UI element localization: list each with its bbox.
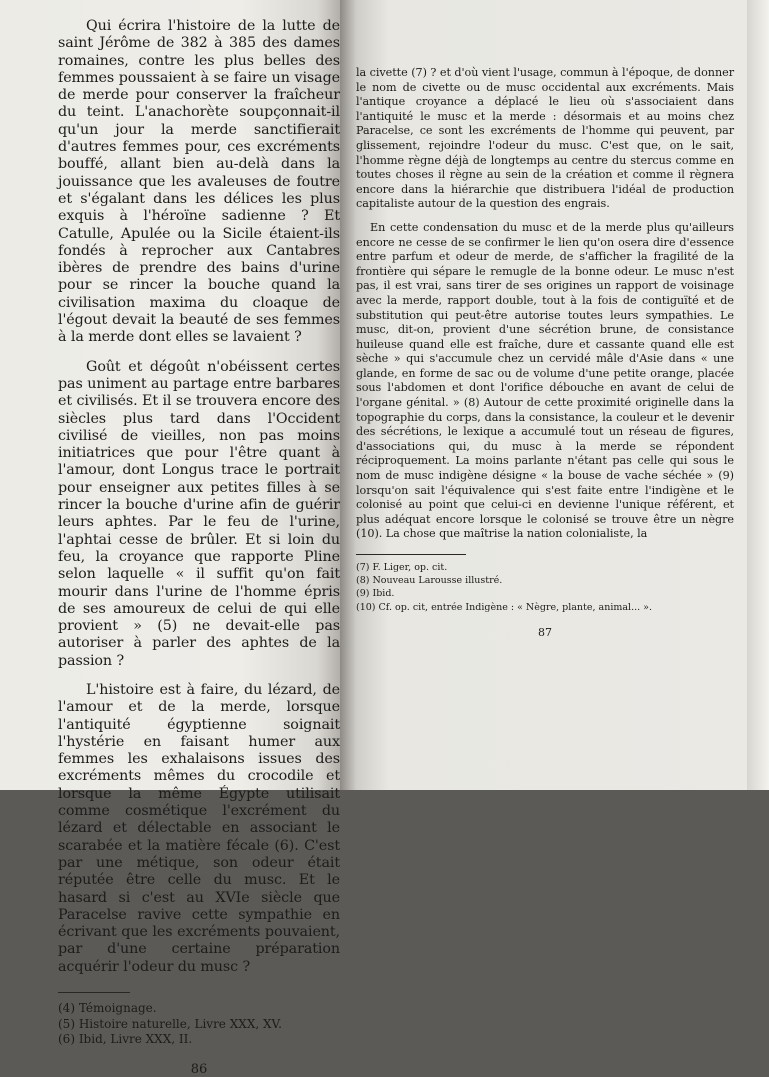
page-edge xyxy=(747,0,769,790)
footnote-6: (6) Ibid, Livre XXX, II. xyxy=(58,1032,193,1047)
left-page-number: 86 xyxy=(190,1061,208,1077)
footnote-5: (5) Histoire naturelle, Livre XXX, XV. xyxy=(58,1016,282,1031)
left-paragraph-1: Qui écrira l'histoire de la lutte de saint Jérôme de 382 à 385 des dames romaines, contre les plus belles des femmes poussaient à se faire un visage de merde pour conserver la fraîcheur du teint. L'anachorète soupçonnait-il qu'un jour la merde sanctifierait d'autres femmes pour, ces excréments bouffé, allant bien au-delà dans la jouissance que les avaleuses de foutre et s'égalant dans les délices les plus exquis à l'héroïne sadienne ? Et Catulle, Apulée ou la Sicile étaient-ils fondés à reprocher aux Cantabres ibères de prendre des bains d'urine pour se rincer la bouche quand la civilisation maxima du cloaque de l'égout devait la beauté de ses femmes à la merde dont elles se lavaient ? xyxy=(58,18,340,346)
right-paragraph-1: la civette (7) ? et d'où vient l'usage, commun à l'époque, de donner le nom de civette ou de musc occidental aux excréments. Mais l'antique croyance a déplacé le lieu où s'associaient dans l'antiquité le musc et la merde : désormais et au moins chez Paracelse, ce sont les excréments de l'homme qui peuvent, par glissement, rejoindre l'odeur du musc. C'est que, on le sait, l'homme règne déjà de longtemps au centre du stercus comme en toutes choses il règne au sein de la création et comme il règnera encore dans la hiérarchie que distribuera l'idéal de production capitaliste autour de la question des engrais. xyxy=(356,66,734,211)
right-body-text xyxy=(356,66,734,542)
right-footnotes xyxy=(356,561,749,614)
left-body-text xyxy=(58,18,340,976)
left-page xyxy=(0,0,345,1077)
footnote-7: (7) F. Liger, op. cit. xyxy=(356,562,448,573)
left-paragraph-3: L'histoire est à faire, du lézard, de l'amour et de la merde, lorsque l'antiquité égyptienne soignait l'hystérie en faisant humer aux femmes les exhalaisons issues des excréments mêmes du crocodile et lorsque la même Égypte utilisait comme cosmétique l'excrément du lézard et délectable en associant le scarabée et la matière fécale (6). C'est par une métique, son odeur était réputée être celle du musc. Et le hasard si c'est au XVIe siècle que Paracelse ravive cette sympathie en écrivant que les excréments pouvaient, par d'une certaine préparation acquérir l'odeur du musc ? xyxy=(58,681,340,975)
footnote-10: (10) Cf. op. cit, entrée Indigène : « Nègre, plante, animal... ». xyxy=(356,601,652,613)
footnote-9: (9) Ibid. xyxy=(356,588,395,600)
right-paragraph-2: En cette condensation du musc et de la merde plus qu'ailleurs encore ne cesse de se confirmer le lien qu'on osera dire d'essence entre parfum et odeur de merde, de s'afficher la fragilité de la frontière qui sépare le remugle de la bonne odeur. Le musc n'est pas, il est vrai, sans tirer de ses origines un rapport de voisinage avec la merde, rapport double, tout à la fois de contiguïté et de substitution qui peut-être autorise toutes leurs sympathies. Le musc, dit-on, provient d'une sécrétion brune, de consistance huileuse quand elle est fraîche, dure et cassante quand elle est sèche » qui s'accumule chez un cervidé mâle d'Asie dans « une glande, en forme de sac ou de volume d'une petite orange, placée sous l'abdomen et dont l'orifice débouche en avant de celui de l'organe génital. » (8) Autour de cette proximité originelle dans la topographie du corps, dans la consistance, la couleur et le devenir des sécrétions, le lexique a accumulé tout un réseau de figures, d'associations qui, du musc à la merde se répondent réciproquement. La moins parlante n'étant pas celle qui sous le nom de musc indigène désigne « la bouse de vache séchée » (9) lorsqu'on sait l'équivalence qui s'est faite entre l'indigène et le colonisé au point que celui-ci en devienne l'unique référent, et plus adéquat encore lorsque le colonisé se trouve être un nègre (10). La chose que maîtrise la nation colonialiste, la xyxy=(356,220,734,541)
left-footnotes xyxy=(58,1001,345,1048)
left-paragraph-2: Goût et dégoût n'obéissent certes pas uniment au partage entre barbares et civilisés. Et il se trouvera encore des siècles plus tard dans l'Occident civilisé de vieilles, non pas moins initiatrices que pour l'être quant à l'amour, dont Longus trace le portrait pour enseigner aux petites filles à se rincer la bouche d'urine afin de guérir leurs aphtes. Par le feu de l'urine, l'aphtai cesse de brûler. Et si loin du feu, la croyance que rapporte Pline selon laquelle « il suffit qu'on fait mourir dans l'urine de l'homme épris de ses amoureux de celui de qui elle provient » (5) ne devait-elle pas autoriser à parler des aphtes de la passion ? xyxy=(58,358,340,669)
footnote-8: (8) Nouveau Larousse illustré. xyxy=(356,575,503,587)
right-page xyxy=(340,0,749,790)
right-footnote-rule xyxy=(356,554,466,555)
right-page-number: 87 xyxy=(538,625,552,639)
footnote-4: (4) Témoignage. xyxy=(58,1001,157,1016)
left-footnote-rule xyxy=(58,992,130,993)
